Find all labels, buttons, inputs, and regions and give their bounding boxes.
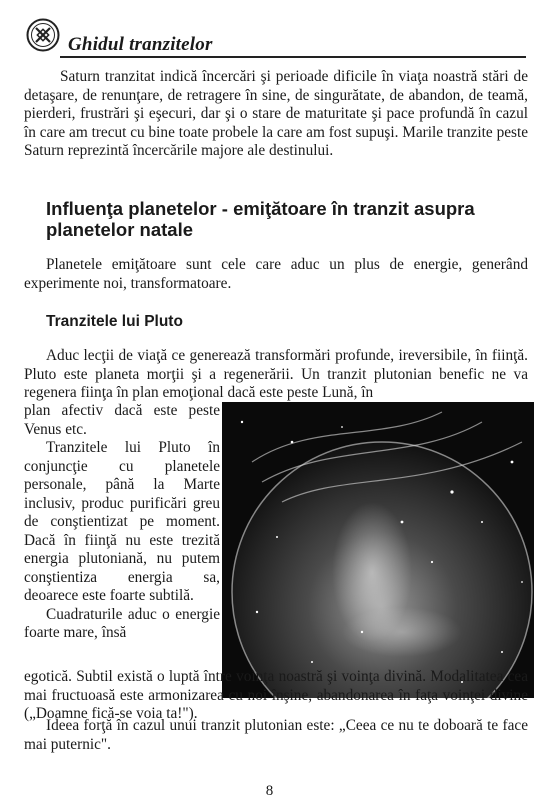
paragraph-pluto-conjunction: Tranzitele lui Pluto în conjuncţie cu planetele personale, până la Marte inclusiv, produc purificări greu de conştientizat pe moment. Dacă în fiinţă nu este trezită energia plutoniană, nu putem conştientiza energia sa, deoarece este foarte subtilă. [24, 439, 220, 604]
section-heading: Influenţa planetelor - emiţătoare în tranzit asupra planetelor natale [46, 198, 475, 240]
paragraph-pluto-1: Aduc lecţii de viaţă ce generează transformări profunde, ireversibile, în fiinţă. Pluto este planeta morţii şi a regenerării. Un tranzit plutonian benefic ne va regenera fiinţa în plan emoţional dacă este peste Lună, în [24, 347, 528, 401]
illustration-graphic [222, 402, 534, 698]
paragraph-key-idea: Ideea forţă în cazul unui tranzit plutonian este: „Ceea ce nu te doboară te face mai puternic". [24, 717, 528, 753]
ornament-emblem-icon [26, 18, 60, 52]
subheading-pluto: Tranzitele lui Pluto [46, 313, 183, 330]
cosmic-sphere-illustration [222, 402, 534, 698]
running-header-title: Ghidul tranzitelor [68, 34, 213, 55]
paragraph-bottom: egotică. Subtil există o luptă între voinţa noastră şi voinţa divină. Modalitatea cea mai fructuoasă este armonizarea cu noi înşine, abandonarea în faţa voinţei divine („Doamne fică-se voia ta!"). [24, 668, 528, 722]
paragraph-saturn: Saturn tranzitat indică încercări şi perioade dificile în viaţa noastră stări de detaşare, de renunţare, de retragere în sine, de singurătate, de abandon, de teamă, pierderi, frustrări şi eşecuri, dar şi o stare de maturitate şi pace profundă în cazul în care am trecut cu bine toate probele la care am fost supuşi. Marile tranzite peste Saturn reprezintă încercările majore ale destinului. [24, 68, 528, 159]
header-rule [60, 56, 526, 58]
wrapped-text-column [24, 402, 220, 643]
paragraph-pluto-square: Cuadraturile aduc o energie foarte mare, însă [24, 605, 220, 641]
paragraph-emitters: Planetele emiţătoare sunt cele care aduc un plus de energie, generând experimente noi, transformatoare. [24, 256, 528, 292]
page-header [26, 14, 526, 60]
paragraph-pluto-continued: plan afectiv dacă este peste Venus etc. [24, 402, 220, 438]
page-number: 8 [265, 783, 274, 799]
